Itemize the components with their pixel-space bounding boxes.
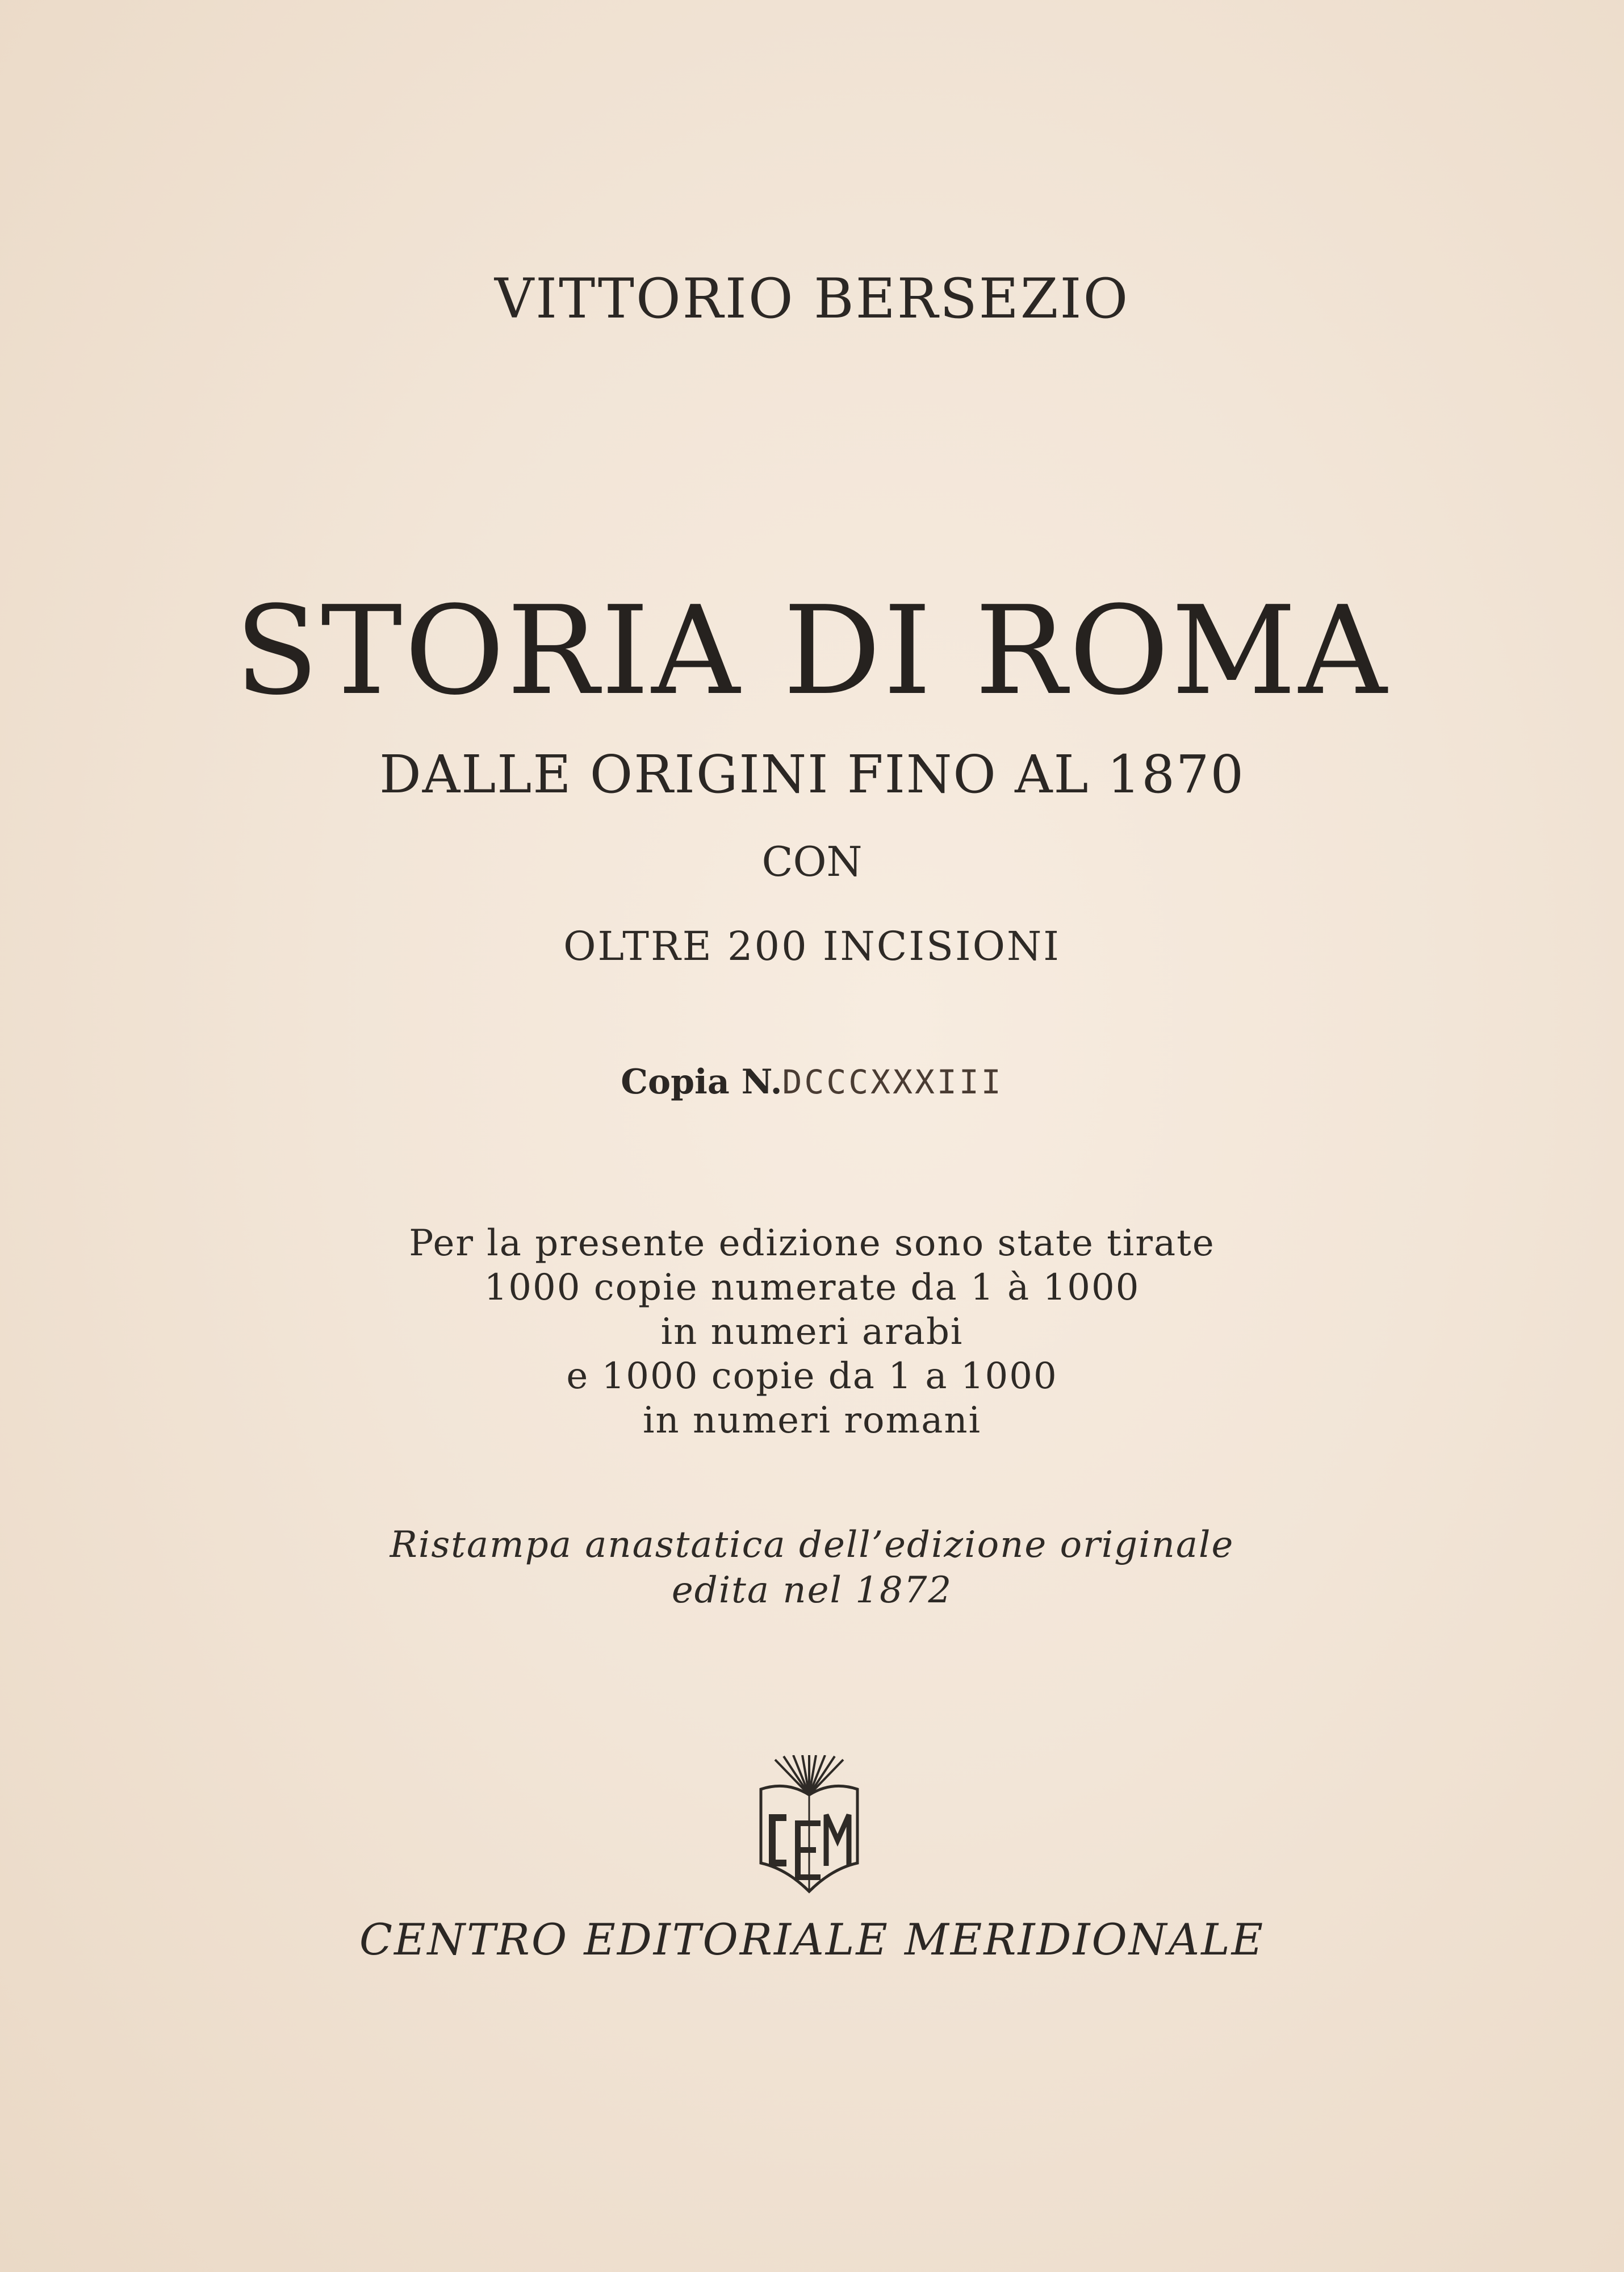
author-name: VITTORIO BERSEZIO [494,267,1130,331]
copy-number-handwritten: DCCCXXXIII [782,1063,1003,1101]
edition-line: 1000 copie numerate da 1 à 1000 [484,1267,1140,1309]
edition-line: Per la presente edizione sono state tirate [409,1222,1215,1264]
cem-logo-icon [752,1755,866,1897]
edition-note [0,1221,1624,1443]
book-subtitle: DALLE ORIGINI FINO AL 1870 [379,744,1245,805]
book-title: STORIA DI ROMA [235,579,1389,722]
reprint-line: Ristampa anastatica dell’edizione originale [390,1524,1234,1566]
reprint-line: edita nel 1872 [671,1569,953,1611]
con-text: CON [761,838,863,886]
edition-line: in numeri romani [642,1400,982,1442]
publisher-name: CENTRO EDITORIALE MERIDIONALE [359,1914,1265,1965]
copy-number-label: Copia N. [621,1062,782,1102]
edition-line: e 1000 copie da 1 a 1000 [566,1355,1058,1397]
illustrations-note: OLTRE 200 INCISIONI [563,923,1061,970]
copy-number [0,1062,1624,1102]
reprint-note [0,1522,1624,1613]
edition-line: in numeri arabi [660,1311,964,1353]
